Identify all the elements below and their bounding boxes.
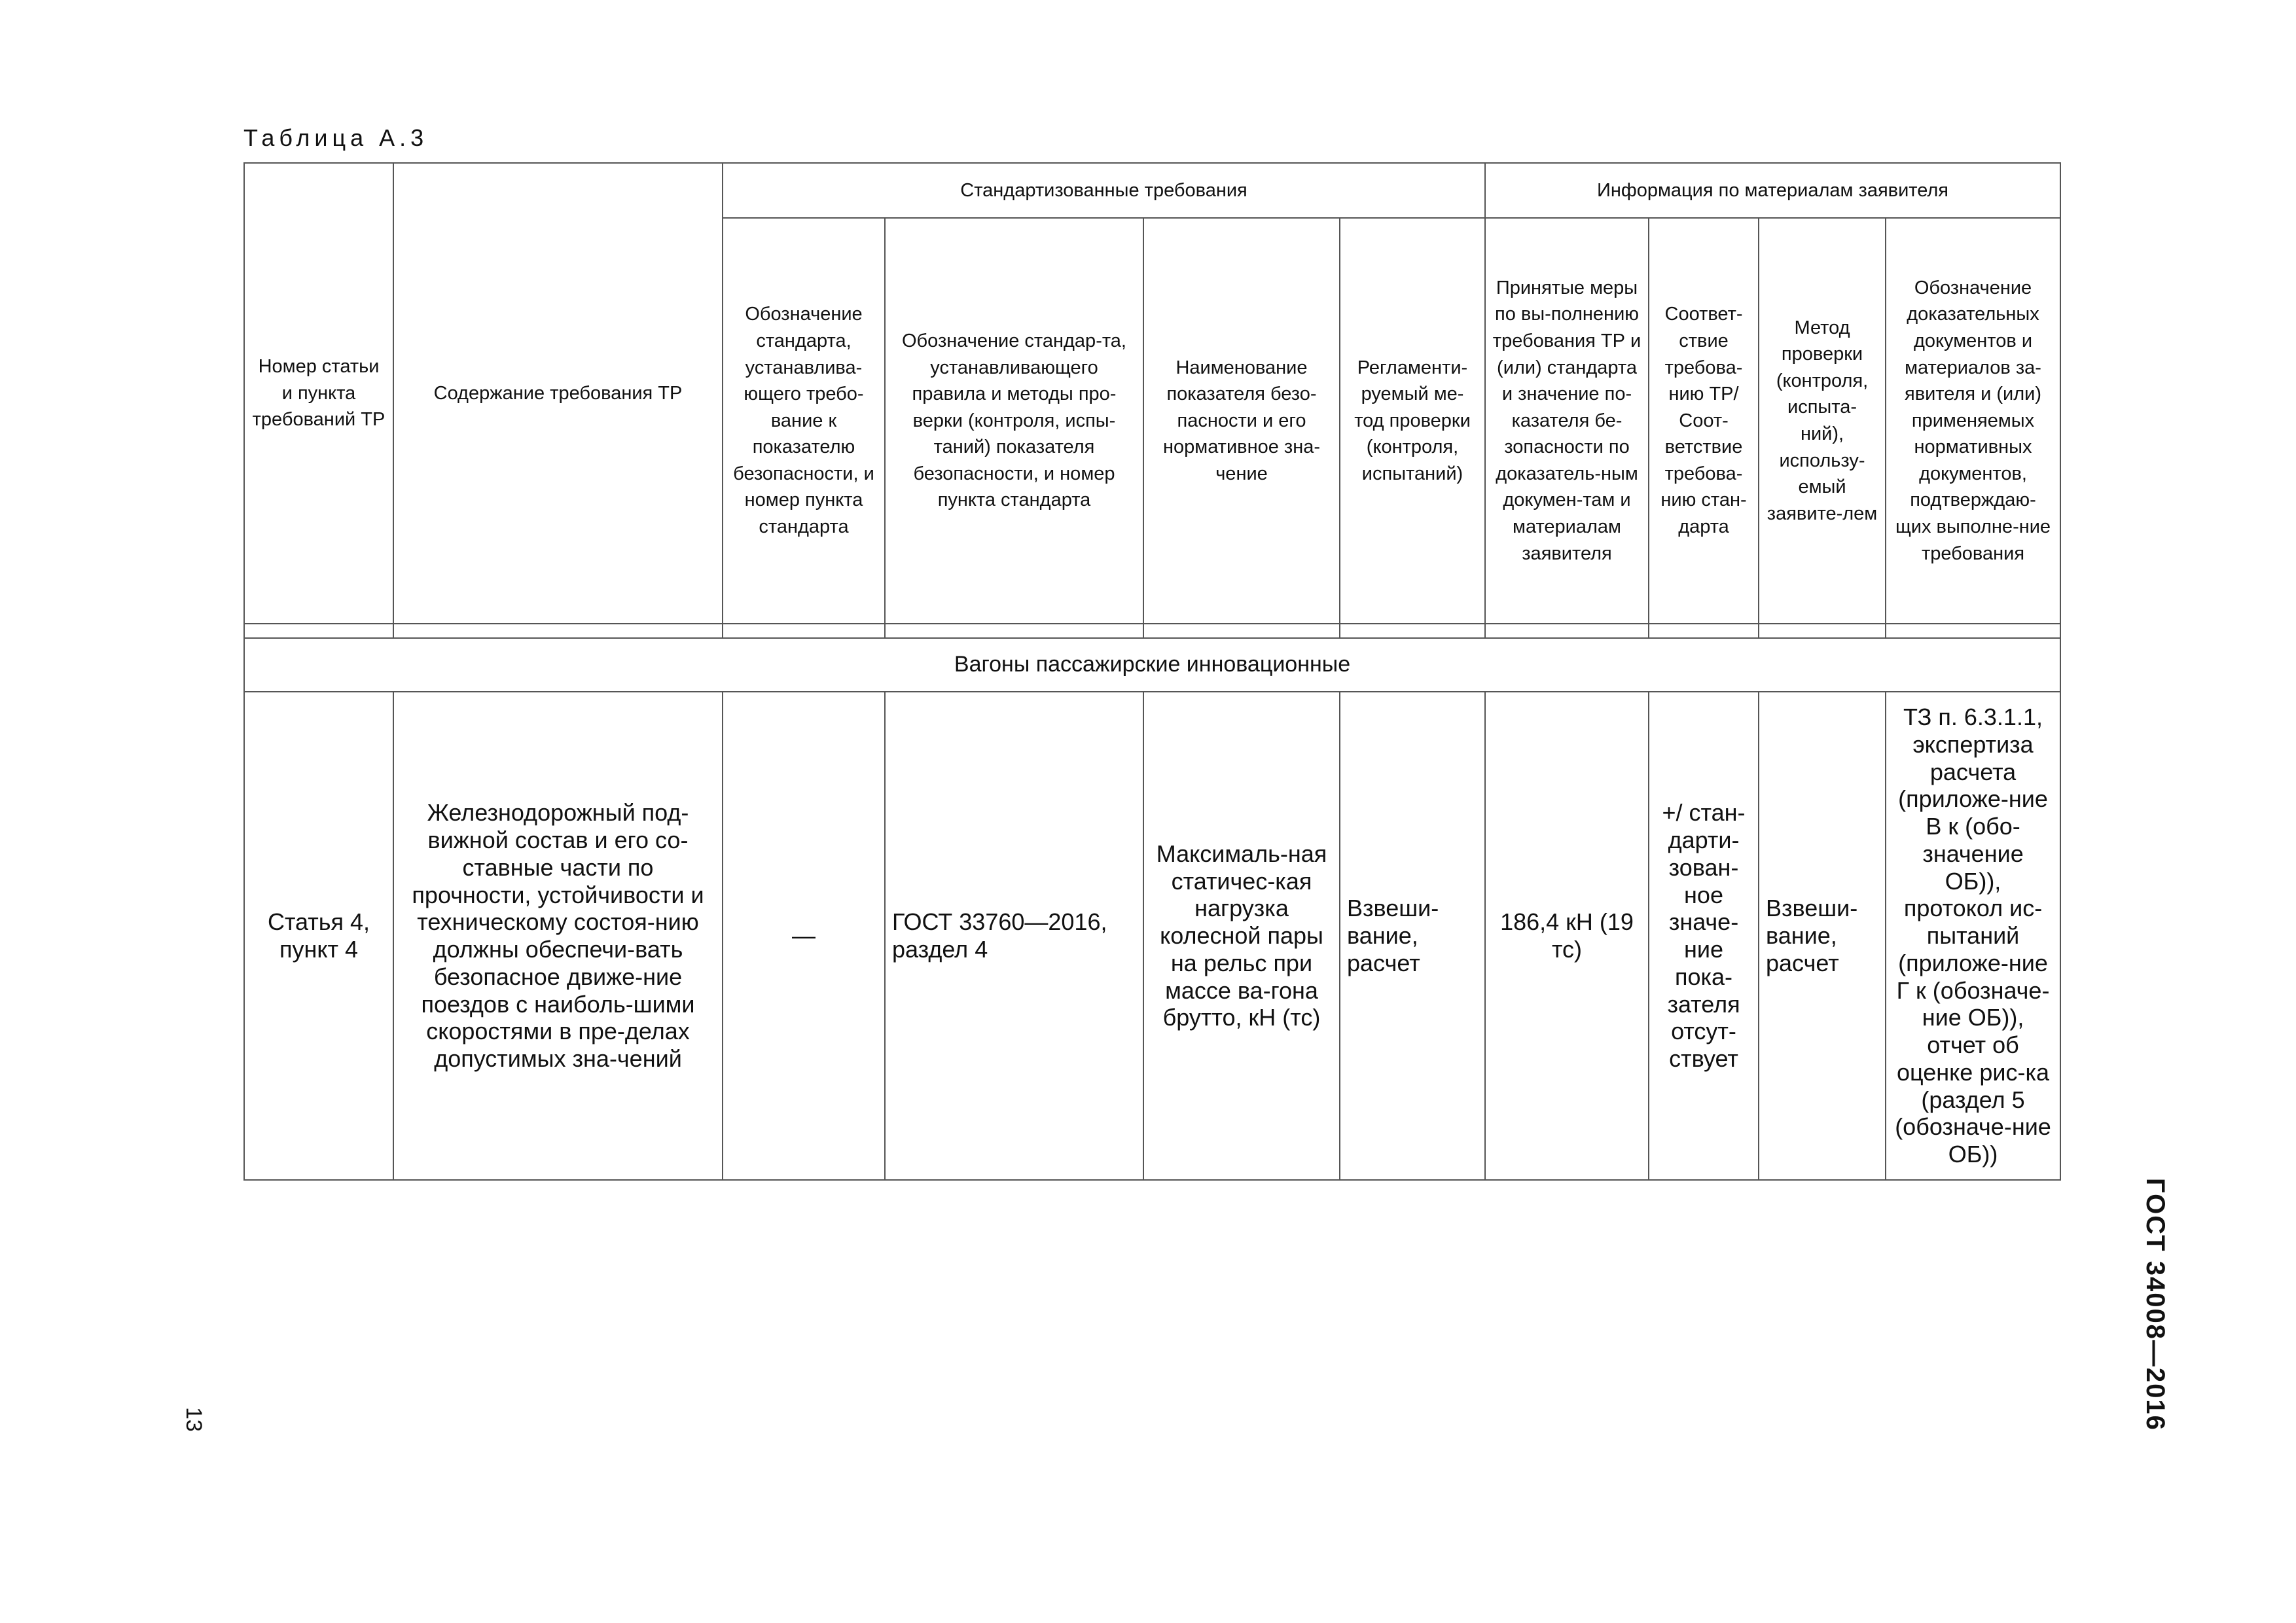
page-number: 13	[181, 1407, 206, 1432]
header-divider	[244, 624, 2060, 638]
table-caption: Таблица А.3	[243, 124, 429, 151]
header-standard-designation: Обозначение стандарта, устанавлива-ющего требо-вание к показателю безопасности, и номер пункта стандарта	[723, 218, 885, 624]
cell-compliance: +/ стан-дарти-зован-ное значе-ние пока-зателя отсут-ствует	[1649, 692, 1759, 1180]
cell-test-standard: ГОСТ 33760—2016, раздел 4	[885, 692, 1143, 1180]
header-compliance: Соответ-ствие требова-нию ТР/Соот-ветствие требова-нию стан-дарта	[1649, 218, 1759, 624]
header-article-number: Номер статьи и пункта требований ТР	[244, 163, 393, 624]
cell-measures-taken: 186,4 кН (19 тс)	[1485, 692, 1649, 1180]
cell-regulated-method: Взвеши-вание, расчет	[1340, 692, 1485, 1180]
cell-applicant-method: Взвеши-вание, расчет	[1759, 692, 1886, 1180]
document-designation: ГОСТ 34008—2016	[2141, 1178, 2170, 1431]
table-row	[244, 692, 2060, 1180]
cell-evidence-documents: ТЗ п. 6.3.1.1, экспертиза расчета (приложе-ние В к (обо-значение ОБ)), протокол ис-пытаний (приложе-ние Г к (обозначе-ние ОБ)), отчет об оценке рис-ка (раздел 5 (обозначе-ние ОБ))	[1886, 692, 2060, 1180]
header-evidence-documents: Обозначение доказательных документов и материалов за-явителя и (или) применяемых нормативных документов, подтверждаю-щих выполне-ние требования	[1886, 218, 2060, 624]
header-measures-taken: Принятые меры по вы-полнению требования ТР и (или) стандарта и значение по-казателя бе-зопасности по доказатель-ным докумен-там и материалам заявителя	[1485, 218, 1649, 624]
cell-article: Статья 4, пункт 4	[244, 692, 393, 1180]
header-standardized-requirements: Стандартизованные требования	[723, 163, 1485, 218]
header-requirement-content: Содержание требования ТР	[393, 163, 723, 624]
header-group-row	[244, 163, 2060, 218]
section-title: Вагоны пассажирские инновационные	[244, 638, 2060, 692]
header-applicant-information: Информация по материалам заявителя	[1485, 163, 2060, 218]
header-test-method-standard: Обозначение стандар-та, устанавливающего правила и методы про-верки (контроля, испы-таний) показателя безопасности, и номер пункта стандарта	[885, 218, 1143, 624]
cell-standard-designation: —	[723, 692, 885, 1180]
cell-requirement: Железнодорожный под-вижной состав и его со-ставные части по прочности, устойчивости и техническому состоя-нию должны обеспечи-вать безопасное движе-ние поездов с наиболь-шими скоростями в пре-делах допустимых зна-чений	[393, 692, 723, 1180]
header-applicant-method: Метод проверки (контроля, испыта-ний), использу-емый заявите-лем	[1759, 218, 1886, 624]
cell-safety-indicator: Максималь-ная статичес-кая нагрузка колесной пары на рельс при массе ва-гона брутто, кН (тс)	[1143, 692, 1340, 1180]
section-row	[244, 638, 2060, 692]
requirements-table	[243, 162, 2061, 1181]
header-safety-indicator: Наименование показателя безо-пасности и его нормативное зна-чение	[1143, 218, 1340, 624]
header-regulated-method: Регламенти-руемый ме-тод проверки (контроля, испытаний)	[1340, 218, 1485, 624]
